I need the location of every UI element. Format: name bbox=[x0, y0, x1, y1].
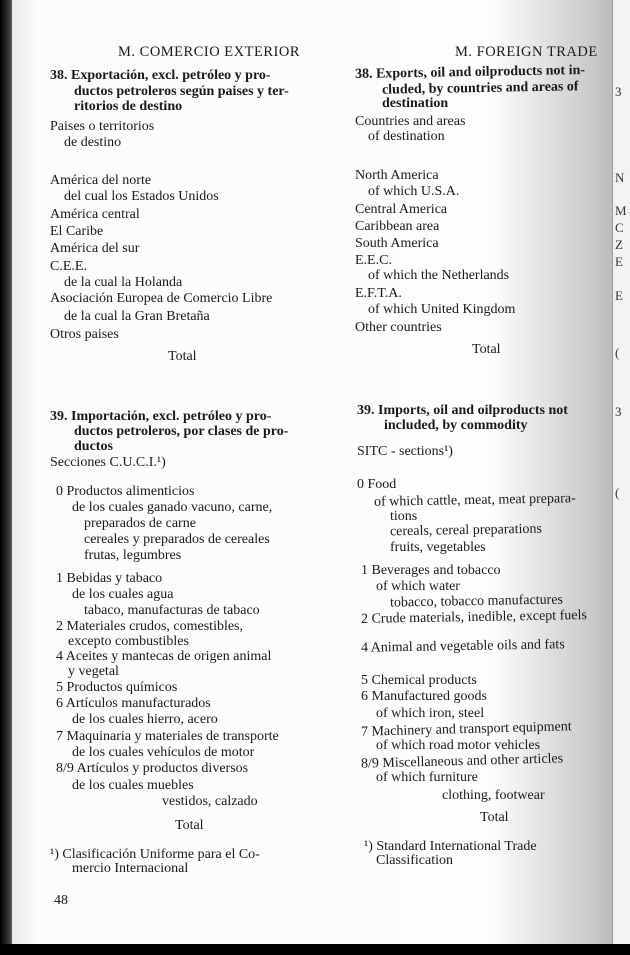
list-item: de los cuales vehículos de motor bbox=[72, 745, 255, 760]
list-item: frutas, legumbres bbox=[84, 548, 182, 563]
next-page-fragment: E bbox=[615, 288, 623, 303]
list-item: del cual los Estados Unidos bbox=[64, 189, 219, 204]
list-item: Otros paises bbox=[50, 327, 119, 342]
list-item: of which cattle, meat, meat prepara- bbox=[373, 491, 576, 510]
list-item: de la cual la Gran Bretaña bbox=[64, 309, 210, 324]
footnote: ¹) Clasificación Uniforme para el Co- bbox=[50, 847, 260, 862]
column-header: SITC - sections¹) bbox=[357, 444, 453, 459]
list-item: of which U.S.A. bbox=[368, 184, 460, 199]
list-item: de los cuales hierro, acero bbox=[72, 712, 218, 727]
scan-border bbox=[0, 944, 630, 955]
table-38-title-es: 38. Exportación, excl. petróleo y pro- bbox=[50, 68, 271, 83]
list-item: clothing, footwear bbox=[442, 788, 545, 803]
list-item: Central America bbox=[355, 202, 448, 217]
list-item: of which road motor vehicles bbox=[376, 738, 541, 753]
total-label: Total bbox=[168, 349, 197, 364]
list-item: Asociación Europea de Comercio Libre bbox=[50, 291, 273, 306]
next-page-fragment: 3 bbox=[615, 84, 622, 99]
footnote: Classification bbox=[376, 853, 453, 868]
list-item: América del sur bbox=[50, 241, 140, 256]
list-item: cereales y preparados de cereales bbox=[84, 532, 270, 547]
total-label: Total bbox=[175, 818, 204, 833]
list-item: fruits, vegetables bbox=[390, 540, 486, 555]
table-39-title-es: ductos bbox=[74, 439, 113, 454]
header-left: M. COMERCIO EXTERIOR bbox=[118, 44, 300, 60]
list-item: of which the Netherlands bbox=[368, 268, 510, 283]
table-38-title-es: ritorios de destino bbox=[74, 99, 183, 114]
table-39-title-en: included, by commodity bbox=[384, 418, 528, 433]
list-item: 6 Artículos manufacturados bbox=[56, 696, 211, 711]
list-item: 4 Aceites y mantecas de origen animal bbox=[56, 649, 272, 664]
list-item: 8/9 Miscellaneous and other articles bbox=[360, 751, 564, 772]
list-item: excepto combustibles bbox=[68, 634, 189, 649]
column-header: of destination bbox=[368, 129, 445, 144]
table-38-title-en: 38. Exports, oil and oilproducts not in- bbox=[354, 62, 586, 83]
next-page-fragment: N bbox=[615, 170, 625, 185]
list-item: cereals, cereal preparations bbox=[389, 521, 543, 540]
list-item: 8/9 Artículos y productos diversos bbox=[56, 761, 249, 776]
table-38-title-en: destination bbox=[382, 96, 449, 111]
column-header: Countries and areas bbox=[355, 114, 466, 129]
list-item: de la cual la Holanda bbox=[64, 275, 183, 290]
next-page-fragment: E bbox=[615, 254, 623, 269]
list-item: of which furniture bbox=[376, 770, 478, 785]
list-item: Caribbean area bbox=[355, 219, 440, 234]
list-item: vestidos, calzado bbox=[162, 794, 258, 809]
list-item: América central bbox=[50, 207, 140, 222]
list-item: 5 Chemical products bbox=[361, 673, 477, 688]
table-39-title-en: 39. Imports, oil and oilproducts not bbox=[357, 403, 568, 418]
list-item: of which water bbox=[376, 579, 460, 594]
list-item: E.F.T.A. bbox=[355, 286, 402, 301]
list-item: El Caribe bbox=[50, 224, 104, 239]
list-item: América del norte bbox=[50, 173, 152, 188]
list-item: 2 Crude materials, inedible, except fuels bbox=[360, 608, 587, 627]
next-page-fragment: Z bbox=[615, 237, 623, 252]
list-item: Other countries bbox=[355, 320, 442, 335]
table-38-title-en: cluded, by countries and areas of bbox=[381, 79, 579, 98]
footnote: ¹) Standard International Trade bbox=[364, 839, 537, 854]
next-page-fragment: 3 bbox=[615, 404, 622, 419]
list-item: 0 Productos alimenticios bbox=[56, 484, 195, 499]
list-item: South America bbox=[355, 236, 439, 251]
list-item: of which iron, steel bbox=[376, 706, 485, 721]
list-item: tobacco, tobacco manufactures bbox=[389, 592, 564, 611]
page-number: 48 bbox=[54, 893, 68, 908]
list-item: tions bbox=[390, 509, 418, 524]
next-page-fragment: M bbox=[615, 203, 627, 218]
header-right: M. FOREIGN TRADE bbox=[455, 44, 598, 60]
list-item: preparados de carne bbox=[84, 516, 196, 531]
list-item: North America bbox=[355, 168, 439, 183]
table-38-title-es: ductos petroleros según paises y ter- bbox=[74, 84, 289, 99]
table-39-title-es: ductos petroleros, por clases de pro- bbox=[74, 424, 289, 439]
list-item: de los cuales agua bbox=[72, 587, 174, 602]
list-item: 1 Beverages and tobacco bbox=[361, 563, 501, 578]
next-page-fragment: ( bbox=[615, 485, 620, 500]
list-item: de los cuales muebles bbox=[72, 778, 194, 793]
list-item: 5 Productos químicos bbox=[56, 680, 178, 695]
list-item: 7 Maquinaria y materiales de transporte bbox=[56, 729, 279, 744]
list-item: de los cuales ganado vacuno, carne, bbox=[72, 500, 273, 515]
list-item: of which United Kingdom bbox=[368, 302, 516, 317]
footnote: mercio Internacional bbox=[72, 861, 189, 876]
total-label: Total bbox=[472, 342, 501, 357]
document-page bbox=[12, 0, 612, 944]
next-page-edge bbox=[612, 0, 630, 944]
list-item: 2 Materiales crudos, comestibles, bbox=[56, 619, 244, 634]
next-page-fragment: C bbox=[615, 220, 624, 235]
list-item: 6 Manufactured goods bbox=[361, 689, 487, 704]
total-label: Total bbox=[480, 810, 509, 825]
next-page-fragment: ( bbox=[615, 345, 620, 360]
column-header: de destino bbox=[64, 135, 122, 150]
column-header: Secciones C.U.C.I.¹) bbox=[50, 455, 166, 470]
list-item: E.E.C. bbox=[355, 253, 392, 268]
list-item: C.E.E. bbox=[50, 259, 87, 274]
list-item: tabaco, manufacturas de tabaco bbox=[84, 603, 260, 618]
list-item: 1 Bebidas y tabaco bbox=[56, 571, 163, 586]
list-item: y vegetal bbox=[68, 664, 119, 679]
list-item: 0 Food bbox=[357, 477, 397, 492]
column-header: Paises o territorios bbox=[50, 119, 155, 134]
list-item: 4 Animal and vegetable oils and fats bbox=[360, 637, 565, 656]
list-item: 7 Machinery and transport equipment bbox=[360, 719, 572, 740]
table-39-title-es: 39. Importación, excl. petróleo y pro- bbox=[50, 409, 272, 424]
